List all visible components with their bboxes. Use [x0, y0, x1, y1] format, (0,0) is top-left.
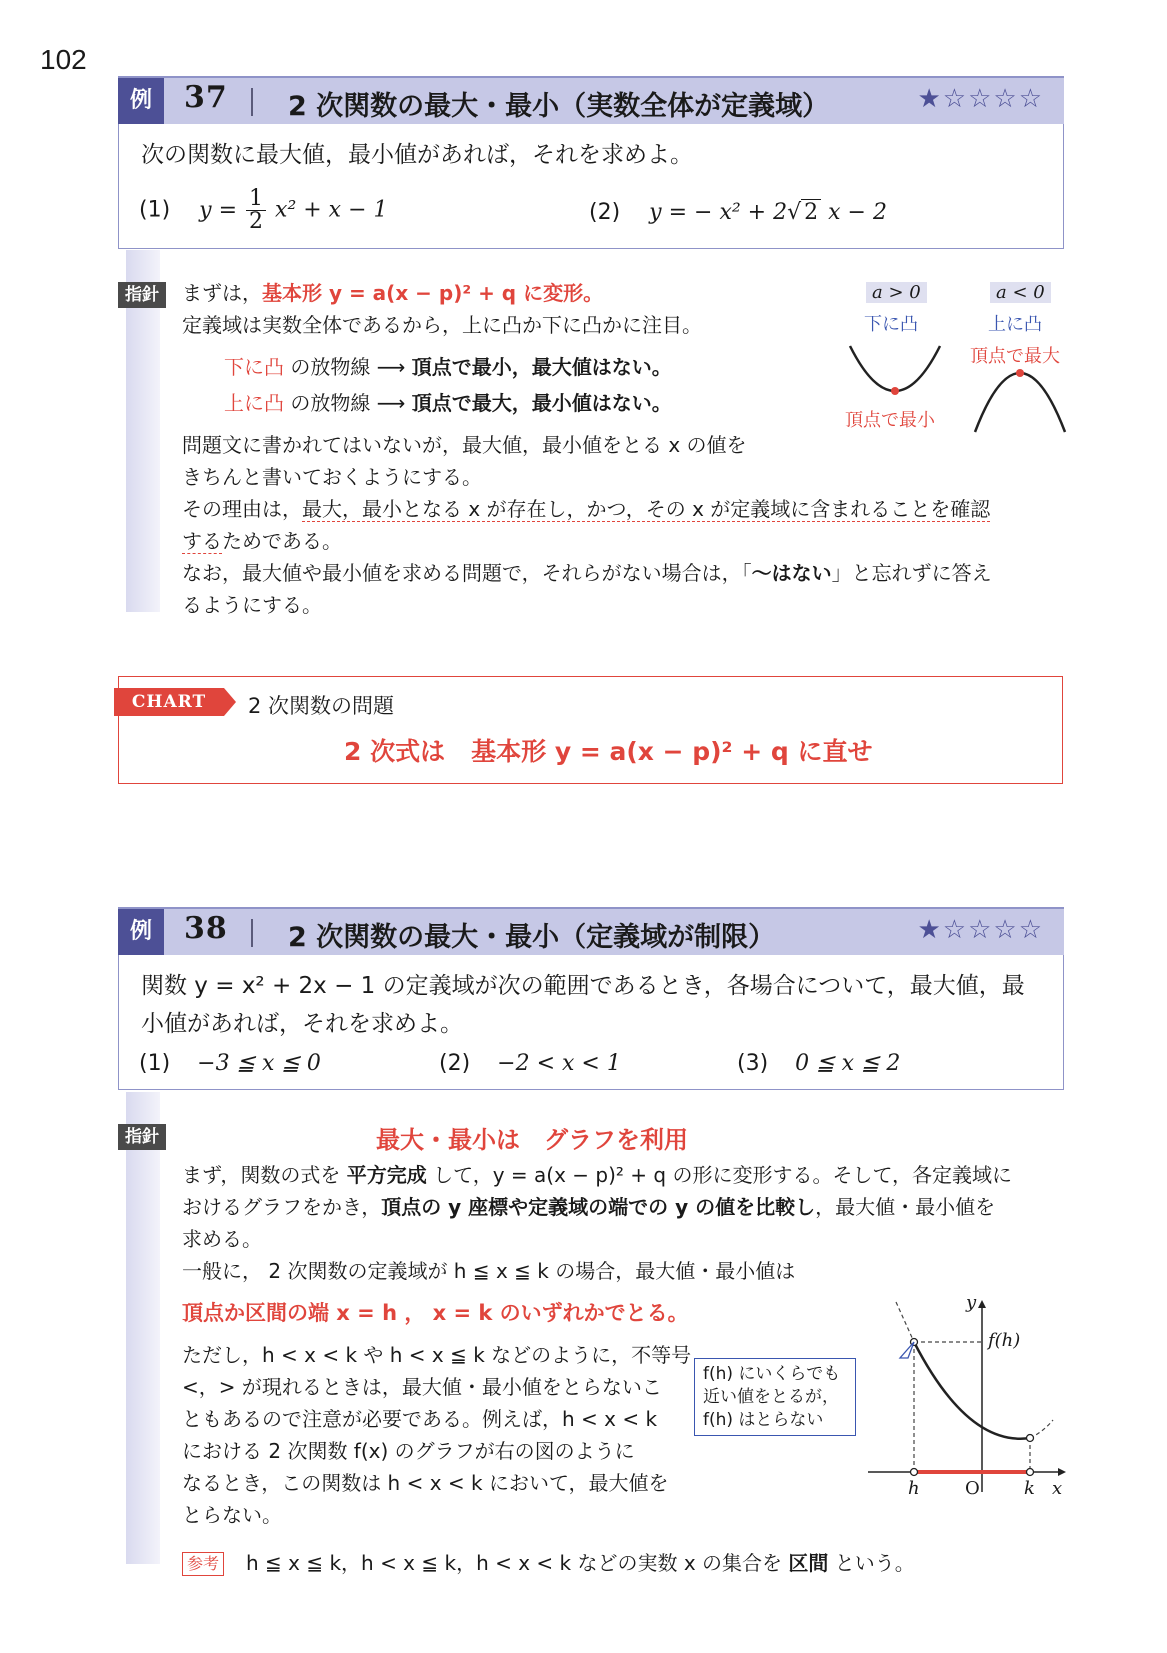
- example-38-header: [118, 907, 1064, 955]
- curve-extension-left: [896, 1302, 914, 1342]
- chart-tag: CHART: [114, 688, 224, 716]
- example-number: 37: [184, 80, 228, 115]
- guide-38-line-3: 求める。: [182, 1227, 262, 1251]
- underlined-text: 最大，最小となる x が存在し，かつ，その x が定義域に含まれることを確認: [302, 497, 991, 521]
- text: の放物線 ⟶: [284, 391, 412, 415]
- x-axis-arrow: [1058, 1468, 1066, 1476]
- callout-line-2: 近い値をとるが，: [703, 1387, 839, 1407]
- fig-a-positive: a > 0: [866, 282, 927, 303]
- reference-text: [246, 1548, 915, 1578]
- guide-38-line-7: <，> が現れるときは，最大値・最小値をとらないこ: [182, 1375, 662, 1399]
- guide-37-line-8: [182, 526, 342, 556]
- guide-38-line-6: ただし，h < x < k や h < x ≦ k などのように，不等号: [182, 1343, 692, 1367]
- vertex-min-point: [891, 387, 899, 395]
- text: 頂点で最大，最小値はない。: [411, 391, 672, 415]
- guide-37-line-5: 問題文に書かれてはいないが，最大値，最小値をとる x の値を: [182, 433, 747, 457]
- page-number: 102: [40, 44, 87, 75]
- text: 基本形 y = a(x − p)² + q に直せ: [471, 737, 873, 766]
- text: 区間: [788, 1551, 829, 1575]
- fraction: [246, 188, 266, 233]
- guide-38-line-2: [182, 1192, 995, 1222]
- fig-x-label: x: [1052, 1478, 1063, 1499]
- parabola-figure: [840, 336, 1080, 436]
- question-2-lhs: y = − x² + 2: [649, 200, 788, 225]
- guide-38-line-8: ともあるので注意が必要である。例えば，h < x < k: [182, 1407, 658, 1431]
- fig-vertex-min: 頂点で最小: [845, 410, 935, 431]
- text: 」と忘れずに答え: [831, 561, 992, 585]
- parabola-convex-down: [850, 346, 940, 391]
- text: 〜はない: [751, 561, 832, 585]
- question-label: (1): [139, 1051, 171, 1076]
- open-point-k-axis: [1027, 1469, 1034, 1476]
- text: その理由は，: [182, 497, 302, 521]
- text: ためである。: [222, 529, 342, 553]
- example-37-problem-box: [118, 124, 1064, 249]
- chart-tag-arrow: [224, 688, 236, 716]
- callout-line-3: f(h) はとらない: [703, 1410, 824, 1430]
- problem-text: 次の関数に最大値，最小値があれば，それを求めよ。: [141, 142, 693, 168]
- question-1-label: (1): [139, 197, 171, 223]
- guide-38-line-4: 一般に， 2 次関数の定義域が h ≦ x ≦ k の場合，最大値・最小値は: [182, 1259, 796, 1283]
- chart-main: [344, 732, 872, 768]
- curve-extension-right: [1030, 1420, 1053, 1438]
- fig-h-label: h: [908, 1478, 920, 1499]
- callout-box: [694, 1358, 856, 1436]
- fraction-denominator: 2: [249, 209, 264, 234]
- example-number: 38: [184, 911, 228, 946]
- fig-origin-label: O: [965, 1478, 980, 1499]
- fig-a-negative: a < 0: [990, 282, 1051, 303]
- callout-line-1: f(h) にいくらでも: [703, 1364, 841, 1384]
- guide-38-line-5: 頂点か区間の端 x = h ， x = k のいずれかでとる。: [182, 1301, 689, 1325]
- guide-38-heading: 最大・最小は グラフを利用: [376, 1126, 688, 1154]
- text: という。: [828, 1551, 915, 1575]
- parabola-convex-up: [975, 373, 1065, 432]
- text: おけるグラフをかき，: [182, 1195, 382, 1219]
- example-38-problem-box: [118, 955, 1064, 1090]
- example-title: 2 次関数の最大・最小（実数全体が定義域）: [288, 91, 830, 122]
- question-1: [139, 188, 388, 233]
- sqrt-radicand: 2: [801, 199, 821, 225]
- text: まずは，: [182, 281, 262, 305]
- guide-37-line-4: [224, 388, 672, 418]
- text: して，y = a(x − p)² + q の形に変形する。そして，各定義域に: [426, 1163, 1013, 1187]
- fig-k-label: k: [1024, 1478, 1035, 1499]
- guide-37-line-10: るようにする。: [182, 593, 322, 617]
- vertex-max-point: [1016, 369, 1024, 377]
- convex-up-label: 上に凸: [224, 391, 284, 415]
- question-1: [139, 1045, 321, 1083]
- sqrt-sign: √: [787, 200, 802, 225]
- question-range: 0 ≦ x ≦ 2: [795, 1051, 901, 1076]
- fig-y-label: y: [966, 1292, 977, 1313]
- question-label: (3): [737, 1051, 769, 1076]
- y-axis-arrow: [978, 1300, 986, 1308]
- quadratic-curve: [914, 1342, 1030, 1439]
- example-tag: 例: [118, 78, 164, 124]
- guide-38-line-11: とらない。: [182, 1503, 282, 1527]
- question-1-rhs: x² + x − 1: [275, 197, 388, 223]
- guide-37-line-3: [224, 352, 672, 382]
- question-2: [589, 194, 887, 232]
- guide-38-sidebar: [126, 1092, 160, 1564]
- guide-37-line-7: [182, 494, 990, 524]
- guide-37-line-9: [182, 558, 992, 588]
- text: 頂点で最小，最大値はない。: [411, 355, 672, 379]
- difficulty-stars: ★☆☆☆☆: [917, 84, 1044, 114]
- fraction-numerator: 1: [246, 188, 266, 211]
- question-range: −2 < x < 1: [497, 1051, 621, 1076]
- chart-title: 2 次関数の問題: [248, 694, 395, 718]
- guide-38-line-1: [182, 1160, 1012, 1190]
- text: 平方完成: [346, 1163, 427, 1187]
- example-tag: 例: [118, 909, 164, 955]
- guide-37-line-6: きちんと書いておくようにする。: [182, 465, 482, 489]
- open-point-k: [1027, 1435, 1034, 1442]
- question-2: [439, 1045, 621, 1083]
- header-divider: [251, 88, 253, 116]
- question-2-rhs: x − 2: [828, 200, 887, 225]
- text: なお，最大値や最小値を求める問題で，それらがない場合は，「: [182, 561, 752, 585]
- guide-38-tag: 指針: [118, 1124, 166, 1150]
- example-title: 2 次関数の最大・最小（定義域が制限）: [288, 922, 776, 953]
- fig-label-convex-up: 上に凸: [988, 314, 1042, 335]
- basic-form: 基本形 y = a(x − p)² + q に変形。: [262, 281, 604, 305]
- text: 2 次式は: [344, 737, 446, 766]
- text: h ≦ x ≦ k，h < x ≦ k，h < x < k などの実数 x の集合を: [246, 1551, 789, 1575]
- fig-label-convex-down: 下に凸: [864, 314, 918, 335]
- underlined-text: する: [182, 529, 222, 553]
- question-2-label: (2): [589, 200, 621, 225]
- guide-38-line-9: における 2 次関数 f(x) のグラフが右の図のように: [182, 1439, 635, 1463]
- example-37-header: [118, 76, 1064, 124]
- fig-fh-label: f(h): [988, 1330, 1021, 1351]
- guide-37-line-1: [182, 278, 603, 308]
- question-1-lhs: y =: [199, 197, 238, 223]
- problem-text-2: 小値があれば，それを求めよ。: [141, 1011, 463, 1037]
- question-range: −3 ≦ x ≦ 0: [197, 1051, 321, 1076]
- question-3: [737, 1045, 900, 1083]
- text: ，最大値・最小値を: [815, 1195, 996, 1219]
- text: の放物線 ⟶: [284, 355, 412, 379]
- open-point-h-axis: [911, 1469, 918, 1476]
- convex-down-label: 下に凸: [224, 355, 284, 379]
- fig-vertex-max: 頂点で最大: [970, 346, 1060, 367]
- guide-37-tag: 指針: [118, 282, 166, 308]
- callout-pointer: [900, 1342, 914, 1358]
- header-divider: [251, 919, 253, 947]
- reference-tag: 参考: [182, 1552, 224, 1576]
- text: まず，関数の式を: [182, 1163, 347, 1187]
- problem-text-1: 関数 y = x² + 2x − 1 の定義域が次の範囲であるとき，各場合について，最大値，最: [141, 973, 1025, 999]
- guide-38-line-10: なるとき，この関数は h < x < k において，最大値を: [182, 1471, 669, 1495]
- text: 頂点の y 座標や定義域の端での y の値を比較し: [381, 1195, 816, 1219]
- question-label: (2): [439, 1051, 471, 1076]
- guide-37-line-2: 定義域は実数全体であるから，上に凸か下に凸かに注目。: [182, 313, 702, 337]
- difficulty-stars: ★☆☆☆☆: [917, 915, 1044, 945]
